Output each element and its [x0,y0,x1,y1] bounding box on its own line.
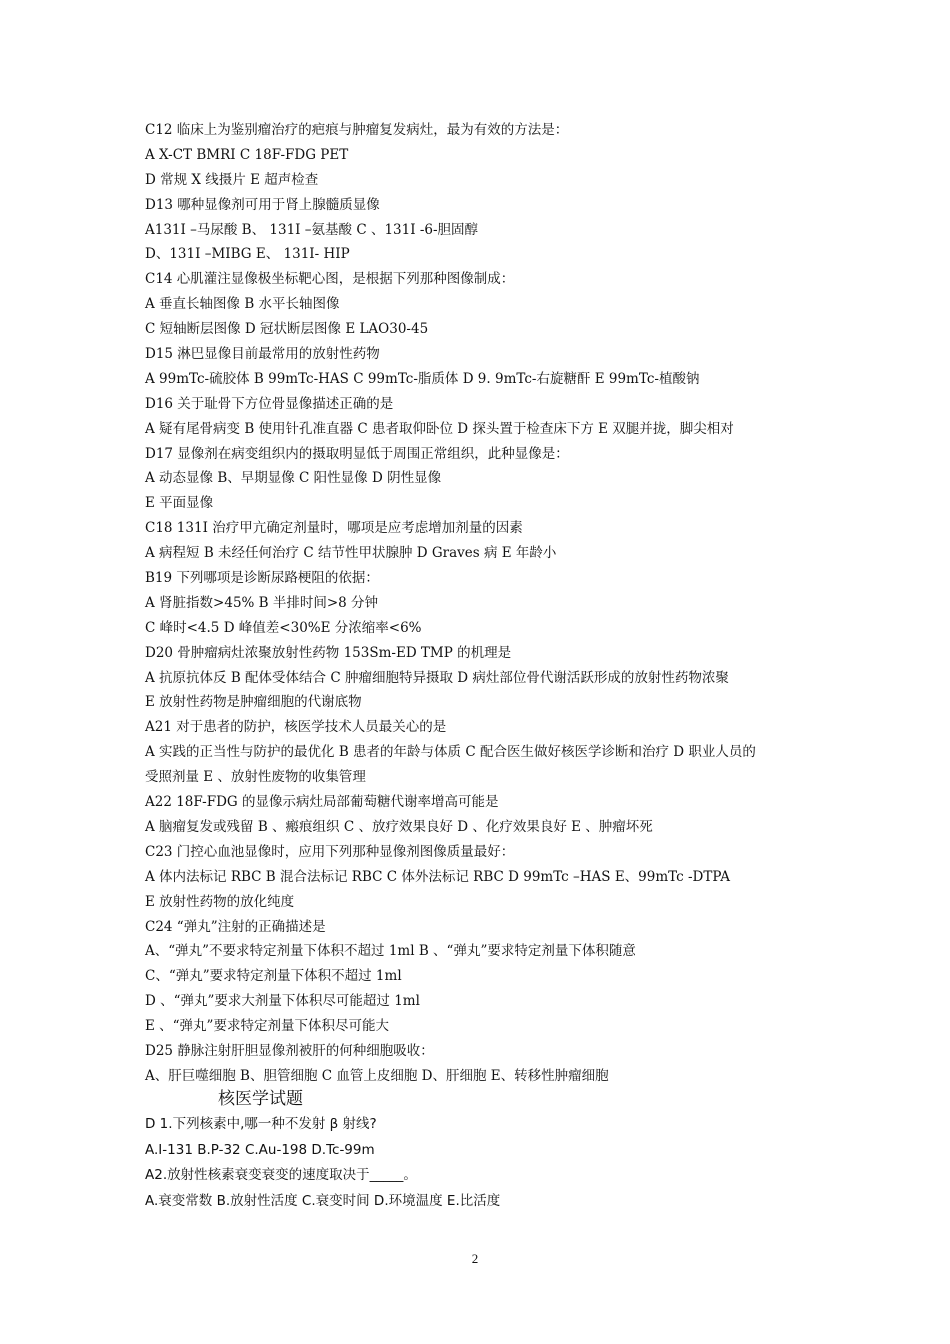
text-line: A 垂直长轴图像 B 水平长轴图像 [145,296,340,313]
exam-section [145,1086,835,1214]
text-line: A 99mTc-硫胶体 B 99mTc-HAS C 99mTc-脂质体 D 9. 9mTc-右旋糖酐 E 99mTc-植酸钠 [145,370,700,387]
text-line: B19 下列哪项是诊断尿路梗阻的依据： [145,570,379,587]
text-line: D 常规 X 线摄片 E 超声检查 [145,171,319,188]
text-line: A 实践的正当性与防护的最优化 B 患者的年龄与体质 C 配合医生做好核医学诊断和治疗 D 职业人员的 [145,744,756,761]
text-line: A 肾脏指数>45% B 半排时间>8 分钟 [145,594,379,611]
text-line: C23 门控心血池显像时，应用下列那种显像剂图像质量最好： [145,843,515,860]
text-line: E 平面显像 [145,495,214,512]
section-lines [145,1112,835,1214]
text-line: C、“弹丸”要求特定剂量下体积不超过 1ml [145,968,402,985]
text-line: C14 心肌灌注显像极坐标靶心图，是根据下列那种图像制成： [145,271,515,288]
text-line: A、“弹丸”不要求特定剂量下体积不超过 1ml B 、“弹丸”要求特定剂量下体积随意 [145,943,636,960]
page-number: 2 [471,1251,479,1266]
text-line: A 疑有尾骨病变 B 使用针孔准直器 C 患者取仰卧位 D 探头置于检查床下方 E 双腿并拢，脚尖相对 [145,420,734,437]
text-line: A 病程短 B 未经任何治疗 C 结节性甲状腺肿 D Graves 病 E 年龄小 [145,545,557,562]
section-line: A.衰变常数 B.放射性活度 C.衰变时间 D.环境温度 E.比活度 [145,1192,501,1209]
text-line: D20 骨肿瘤病灶浓聚放射性药物 153Sm-ED TMP 的机理是 [145,644,512,661]
text-line: A22 18F-FDG 的显像示病灶局部葡萄糖代谢率增高可能是 [145,794,499,811]
text-line: C24 “弹丸”注射的正确描述是 [145,918,326,935]
text-line: C18 131I 治疗甲亢确定剂量时，哪项是应考虑增加剂量的因素 [145,520,523,537]
text-line: A 抗原抗体反 B 配体受体结合 C 肿瘤细胞特异摄取 D 病灶部位骨代谢活跃形成的放射性药物浓聚 [145,669,729,686]
text-line: C12 临床上为鉴别瘤治疗的疤痕与肿瘤复发病灶，最为有效的方法是： [145,122,569,138]
text-line: E 放射性药物的放化纯度 [145,893,295,910]
text-line: A 体内法标记 RBC B 混合法标记 RBC C 体外法标记 RBC D 99mTc –HAS E、99mTc -DTPA [145,868,730,885]
text-line: D、131I –MIBG E、 131I- HIP [145,246,350,263]
text-line: D 、“弹丸”要求大剂量下体积尽可能超过 1ml [145,993,420,1010]
section-line: A.I-131 B.P-32 C.Au-198 D.Tc-99m [145,1141,375,1158]
section-line: A2.放射性核素衰变衰变的速度取决于_____。 [145,1167,417,1183]
text-line: C 峰时<4.5 D 峰值差<30%E 分浓缩率<6% [145,619,422,636]
text-line: 受照剂量 E 、放射性废物的收集管理 [145,769,366,786]
text-line: D16 关于耻骨下方位骨显像描述正确的是 [145,395,394,412]
text-line: C 短轴断层图像 D 冠状断层图像 E LAO30-45 [145,321,429,338]
text-line: D17 显像剂在病变组织内的摄取明显低于周围正常组织，此种显像是： [145,445,569,462]
text-line: E 、“弹丸”要求特定剂量下体积尽可能大 [145,1018,389,1035]
text-line: D25 静脉注射肝胆显像剂被肝的何种细胞吸收： [145,1042,434,1059]
section-line: D 1.下列核素中,哪一种不发射 β 射线? [145,1116,377,1132]
text-line: A 脑瘤复发或残留 B 、瘢痕组织 C 、放疗效果良好 D 、化疗效果良好 E 、肿瘤坏死 [145,818,653,835]
text-line: A21 对于患者的防护，核医学技术人员最关心的是 [145,719,447,736]
text-line: D15 淋巴显像目前最常用的放射性药物 [145,346,380,363]
text-line: A X-CT BMRI C 18F-FDG PET [145,146,349,163]
text-line: A 动态显像 B、早期显像 C 阳性显像 D 阴性显像 [145,470,442,487]
text-line: A、肝巨噬细胞 B、胆管细胞 C 血管上皮细胞 D、肝细胞 E、转移性肿瘤细胞 [145,1067,609,1084]
text-line: E 放射性药物是肿瘤细胞的代谢底物 [145,694,362,711]
text-line: A131I –马尿酸 B、 131I –氨基酸 C 、131I -6-胆固醇 [145,221,479,238]
question-list [145,118,835,1089]
section-title: 核医学试题 [218,1089,303,1109]
text-line: D13 哪种显像剂可用于肾上腺髓质显像 [145,196,380,213]
